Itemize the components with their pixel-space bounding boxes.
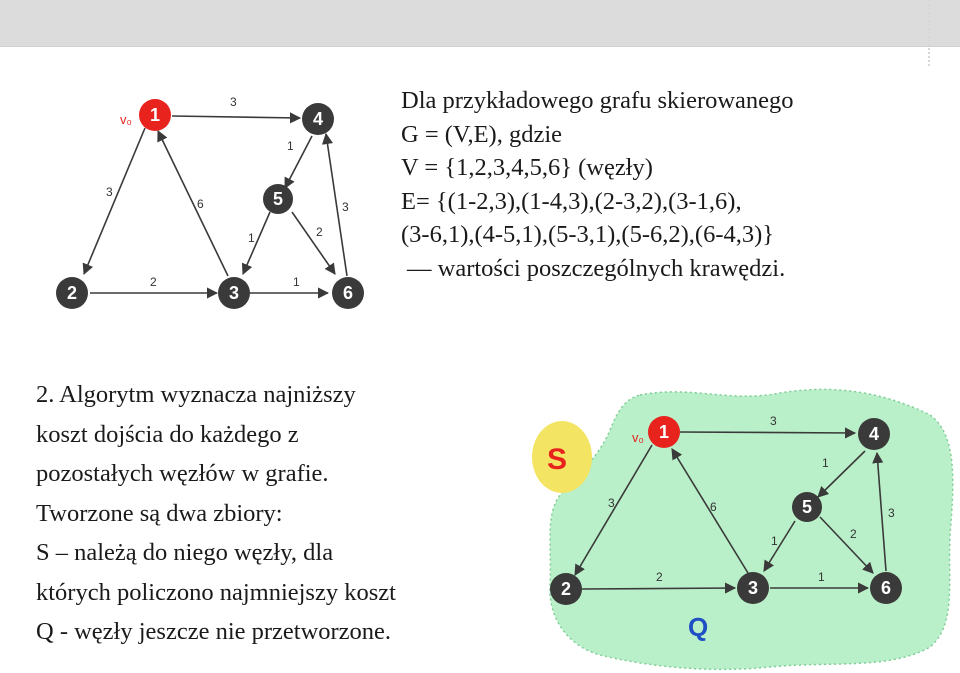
weight-1-2: 3 bbox=[608, 496, 615, 510]
graph-node-6 bbox=[332, 277, 364, 309]
description-line-4: E= {(1-2,3),(1-4,3),(2-3,2),(3-1,6), bbox=[401, 187, 742, 215]
graph-node-4 bbox=[302, 103, 334, 135]
weight-1-2: 3 bbox=[106, 185, 113, 199]
graph-node-5 bbox=[792, 492, 822, 522]
graph-description bbox=[401, 84, 946, 286]
edge-1-4 bbox=[678, 432, 855, 433]
edge-3-1 bbox=[158, 131, 228, 276]
graph-node-2 bbox=[550, 573, 582, 605]
svg-text:3: 3 bbox=[228, 283, 240, 303]
description-line-3: V = {1,2,3,4,5,6} (węzły) bbox=[401, 154, 653, 182]
weight-4-5: 1 bbox=[822, 456, 829, 470]
edge-1-4 bbox=[172, 116, 300, 118]
set-q-label: Q bbox=[688, 612, 709, 642]
svg-text:2: 2 bbox=[560, 579, 572, 599]
edge-2-3 bbox=[582, 588, 735, 589]
weight-2-3: 2 bbox=[150, 275, 157, 289]
source-label: v₀ bbox=[632, 430, 644, 445]
weight-6-4: 3 bbox=[342, 200, 349, 214]
weight-6-4: 3 bbox=[888, 506, 895, 520]
svg-text:5: 5 bbox=[272, 189, 284, 209]
svg-text:4: 4 bbox=[312, 109, 324, 129]
algorithm-line-3: pozostałych węzłów w grafie. bbox=[36, 460, 329, 487]
edge-5-6 bbox=[292, 212, 335, 274]
description-line-5: (3-6,1),(4-5,1),(5-3,1),(5-6,2),(6-4,3)} bbox=[401, 221, 775, 249]
weight-5-6: 2 bbox=[850, 527, 857, 541]
slide-corner-accent bbox=[928, 0, 960, 66]
weight-5-3: 1 bbox=[248, 231, 255, 245]
source-label: v₀ bbox=[120, 112, 132, 127]
algorithm-line-2: koszt dojścia do każdego z bbox=[36, 420, 299, 448]
edge-1-2 bbox=[84, 128, 145, 274]
weight-1-4: 3 bbox=[230, 95, 237, 109]
algorithm-text bbox=[36, 375, 516, 652]
graph-node-1 bbox=[648, 416, 680, 448]
algorithm-line-7: Q - węzły jeszcze nie przetworzone. bbox=[36, 618, 392, 645]
graph-diagram-sets bbox=[530, 385, 960, 673]
svg-text:4: 4 bbox=[868, 424, 880, 444]
svg-text:6: 6 bbox=[880, 578, 892, 598]
algorithm-line-5: S – należą do niego węzły, dla bbox=[36, 539, 334, 566]
description-line-1: Dla przykładowego grafu skierowanego bbox=[401, 87, 794, 114]
weight-4-5: 1 bbox=[287, 139, 294, 153]
weight-3-6: 1 bbox=[293, 275, 300, 289]
weight-3-6: 1 bbox=[818, 570, 825, 584]
graph-node-3 bbox=[737, 572, 769, 604]
description-line-6: — wartości poszczególnych krawędzi. bbox=[407, 254, 786, 282]
svg-text:5: 5 bbox=[801, 497, 813, 517]
set-s-label: S bbox=[547, 443, 568, 476]
algorithm-line-4: Tworzone są dwa zbiory: bbox=[36, 499, 283, 527]
weight-3-1: 6 bbox=[710, 500, 717, 514]
algorithm-line-6: których policzono najmniejszy koszt bbox=[36, 578, 396, 606]
weight-2-3: 2 bbox=[656, 570, 663, 584]
graph-diagram-top bbox=[50, 86, 372, 312]
algorithm-line-1: 2. Algorytm wyznacza najniższy bbox=[36, 381, 356, 408]
svg-text:1: 1 bbox=[658, 422, 670, 442]
weight-5-6: 2 bbox=[316, 225, 323, 239]
slide-top-bar bbox=[0, 0, 960, 47]
weight-3-1: 6 bbox=[197, 197, 204, 211]
graph-node-1 bbox=[139, 99, 171, 131]
weight-5-3: 1 bbox=[771, 534, 778, 548]
graph-node-4 bbox=[858, 418, 890, 450]
graph-node-3 bbox=[218, 277, 250, 309]
graph-node-5 bbox=[263, 184, 293, 214]
description-line-2: G = (V,E), gdzie bbox=[401, 120, 563, 148]
svg-text:3: 3 bbox=[747, 578, 759, 598]
graph-node-6 bbox=[870, 572, 902, 604]
graph-node-2 bbox=[56, 277, 88, 309]
svg-text:6: 6 bbox=[342, 283, 354, 303]
weight-1-4: 3 bbox=[770, 414, 777, 428]
svg-text:2: 2 bbox=[66, 283, 78, 303]
region-q bbox=[550, 389, 953, 669]
svg-text:1: 1 bbox=[149, 105, 161, 125]
